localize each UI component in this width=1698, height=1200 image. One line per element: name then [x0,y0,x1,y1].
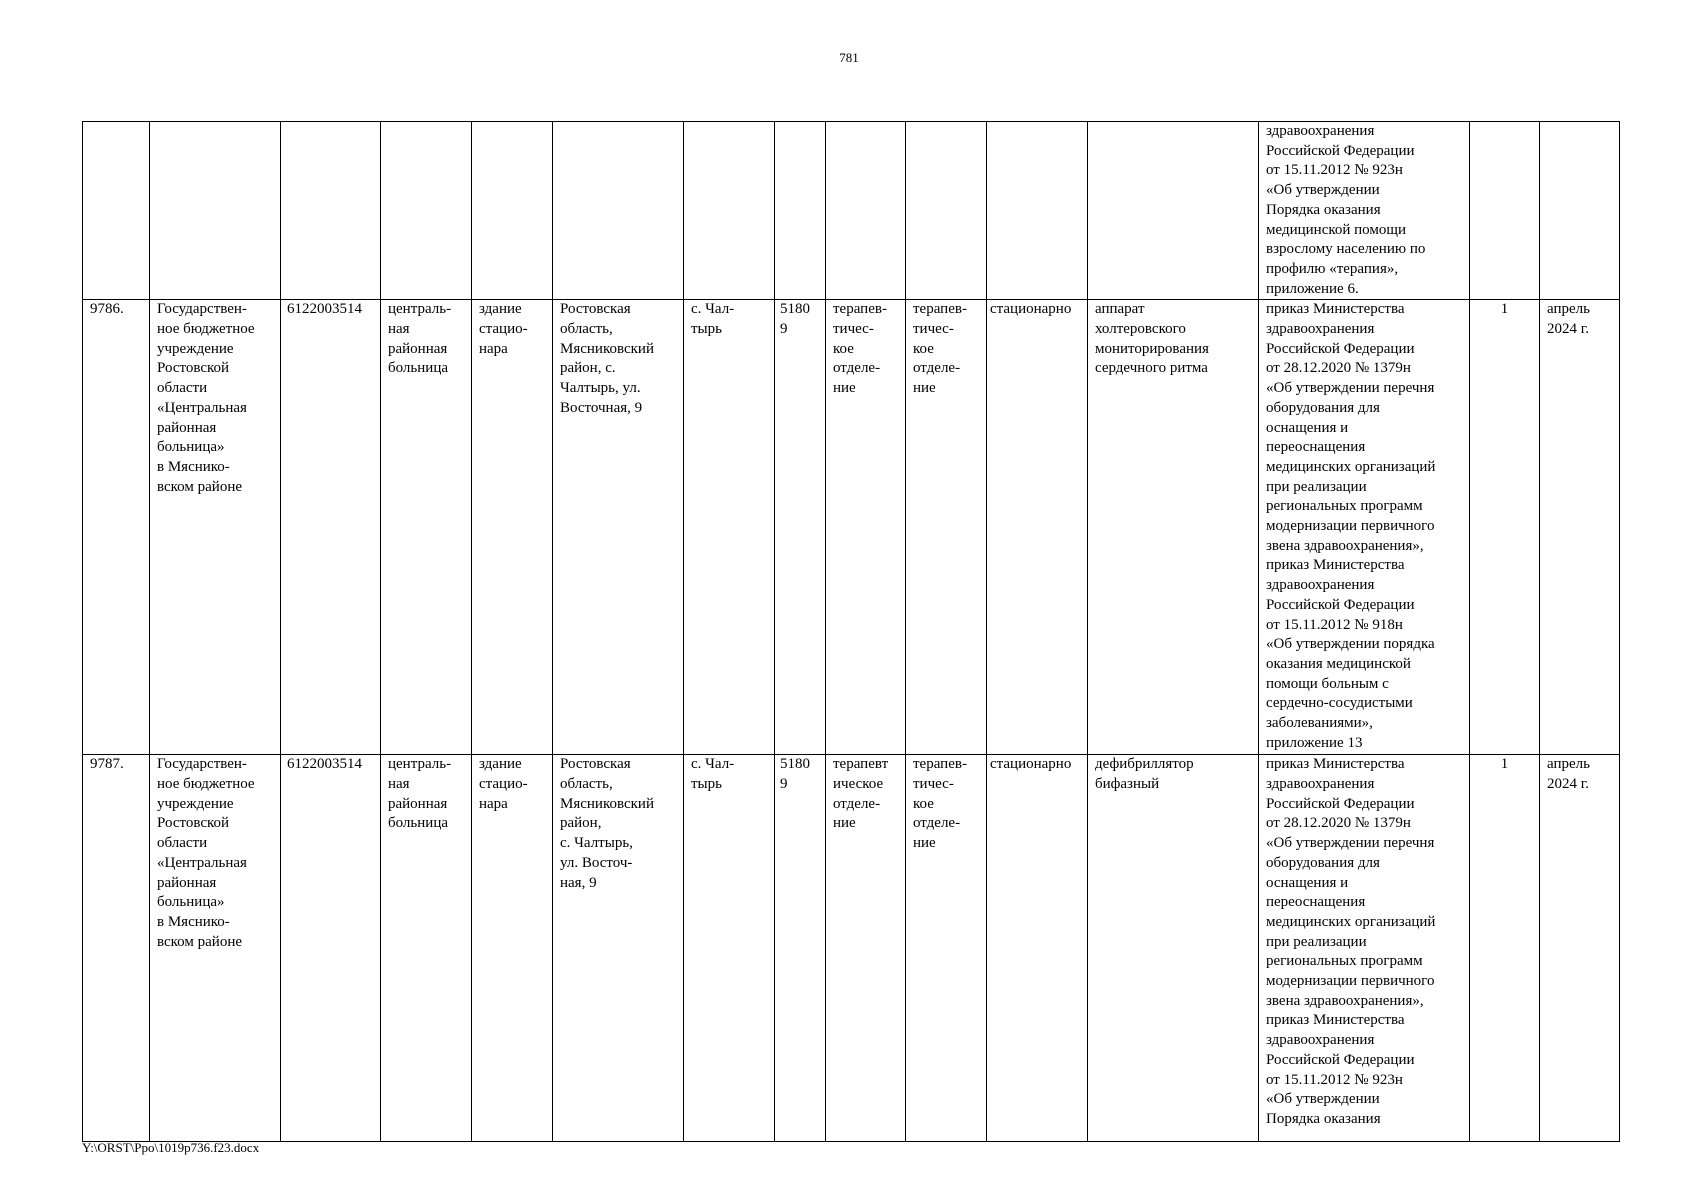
cell-department: терапев- тичес- кое отделе- ние [826,300,906,755]
cell-building: здание стацио- нара [472,755,553,1142]
cell-quantity: 1 [1470,300,1540,755]
equipment-table [82,121,1620,1142]
cell-quantity [1470,122,1540,300]
cell-date: апрель 2024 г. [1540,300,1620,755]
cell-building [472,122,553,300]
cell-quantity: 1 [1470,755,1540,1142]
cell-date [1540,122,1620,300]
table-row [83,300,1620,755]
cell-date: апрель 2024 г. [1540,755,1620,1142]
cell-organization: Государствен- ное бюджетное учреждение Ростовской области «Центральная районная больница» в Мяснико- вском районе [150,755,281,1142]
cell-inn: 6122003514 [281,300,381,755]
cell-inn: 6122003514 [281,755,381,1142]
cell-basis: приказ Министерства здравоохранения Российской Федерации от 28.12.2020 № 1379н «Об утверждении перечня оборудования для оснащения и переоснащения медицинских организаций при реализации региональных программ модернизации первичного звена здравоохранения», приказ Министерства здравоохранения Российской Федерации от 15.11.2012 № 918н «Об утверждении порядка оказания медицинской помощи больным с сердечно-сосудистыми заболеваниями», приложение 13 [1259,300,1470,755]
table-row [83,122,1620,300]
cell-care-condition: стационарно [987,300,1088,755]
cell-equipment [1088,122,1259,300]
cell-facility-type: централь- ная районная больница [381,300,472,755]
cell-basis: приказ Министерства здравоохранения Российской Федерации от 28.12.2020 № 1379н «Об утверждении перечня оборудования для оснащения и переоснащения медицинских организаций при реализации региональных программ модернизации первичного звена здравоохранения», приказ Министерства здравоохранения Российской Федерации от 15.11.2012 № 923н «Об утверждении Порядка оказания [1259,755,1470,1142]
cell-locality: с. Чал- тырь [684,300,775,755]
cell-equipment: дефибриллятор бифазный [1088,755,1259,1142]
cell-inn [281,122,381,300]
cell-code: 5180 9 [775,755,826,1142]
cell-number: 9787. [83,755,150,1142]
cell-subdivision [906,122,987,300]
cell-building: здание стацио- нара [472,300,553,755]
cell-code: 5180 9 [775,300,826,755]
cell-care-condition: стационарно [987,755,1088,1142]
cell-subdivision: терапев- тичес- кое отделе- ние [906,300,987,755]
cell-number [83,122,150,300]
table-row [83,755,1620,1142]
cell-code [775,122,826,300]
cell-subdivision: терапев- тичес- кое отделе- ние [906,755,987,1142]
cell-facility-type [381,122,472,300]
cell-basis: здравоохранения Российской Федерации от 15.11.2012 № 923н «Об утверждении Порядка оказания медицинской помощи взрослому населению по профилю «терапия», приложение 6. [1259,122,1470,300]
cell-department [826,122,906,300]
cell-equipment: аппарат холтеровского мониторирования сердечного ритма [1088,300,1259,755]
cell-number: 9786. [83,300,150,755]
page-number: 781 [839,50,859,65]
cell-facility-type: централь- ная районная больница [381,755,472,1142]
cell-department: терапевт ическое отделе- ние [826,755,906,1142]
cell-organization: Государствен- ное бюджетное учреждение Ростовской области «Центральная районная больница» в Мяснико- вском районе [150,300,281,755]
cell-locality: с. Чал- тырь [684,755,775,1142]
cell-locality [684,122,775,300]
cell-address [553,122,684,300]
cell-address: Ростовская область, Мясниковский район, с. Чалтырь, ул. Восточная, 9 [553,300,684,755]
cell-organization [150,122,281,300]
cell-care-condition [987,122,1088,300]
cell-address: Ростовская область, Мясниковский район, с. Чалтырь, ул. Восточ- ная, 9 [553,755,684,1142]
footer-file-path: Y:\ORST\Ppo\1019p736.f23.docx [82,1140,260,1155]
